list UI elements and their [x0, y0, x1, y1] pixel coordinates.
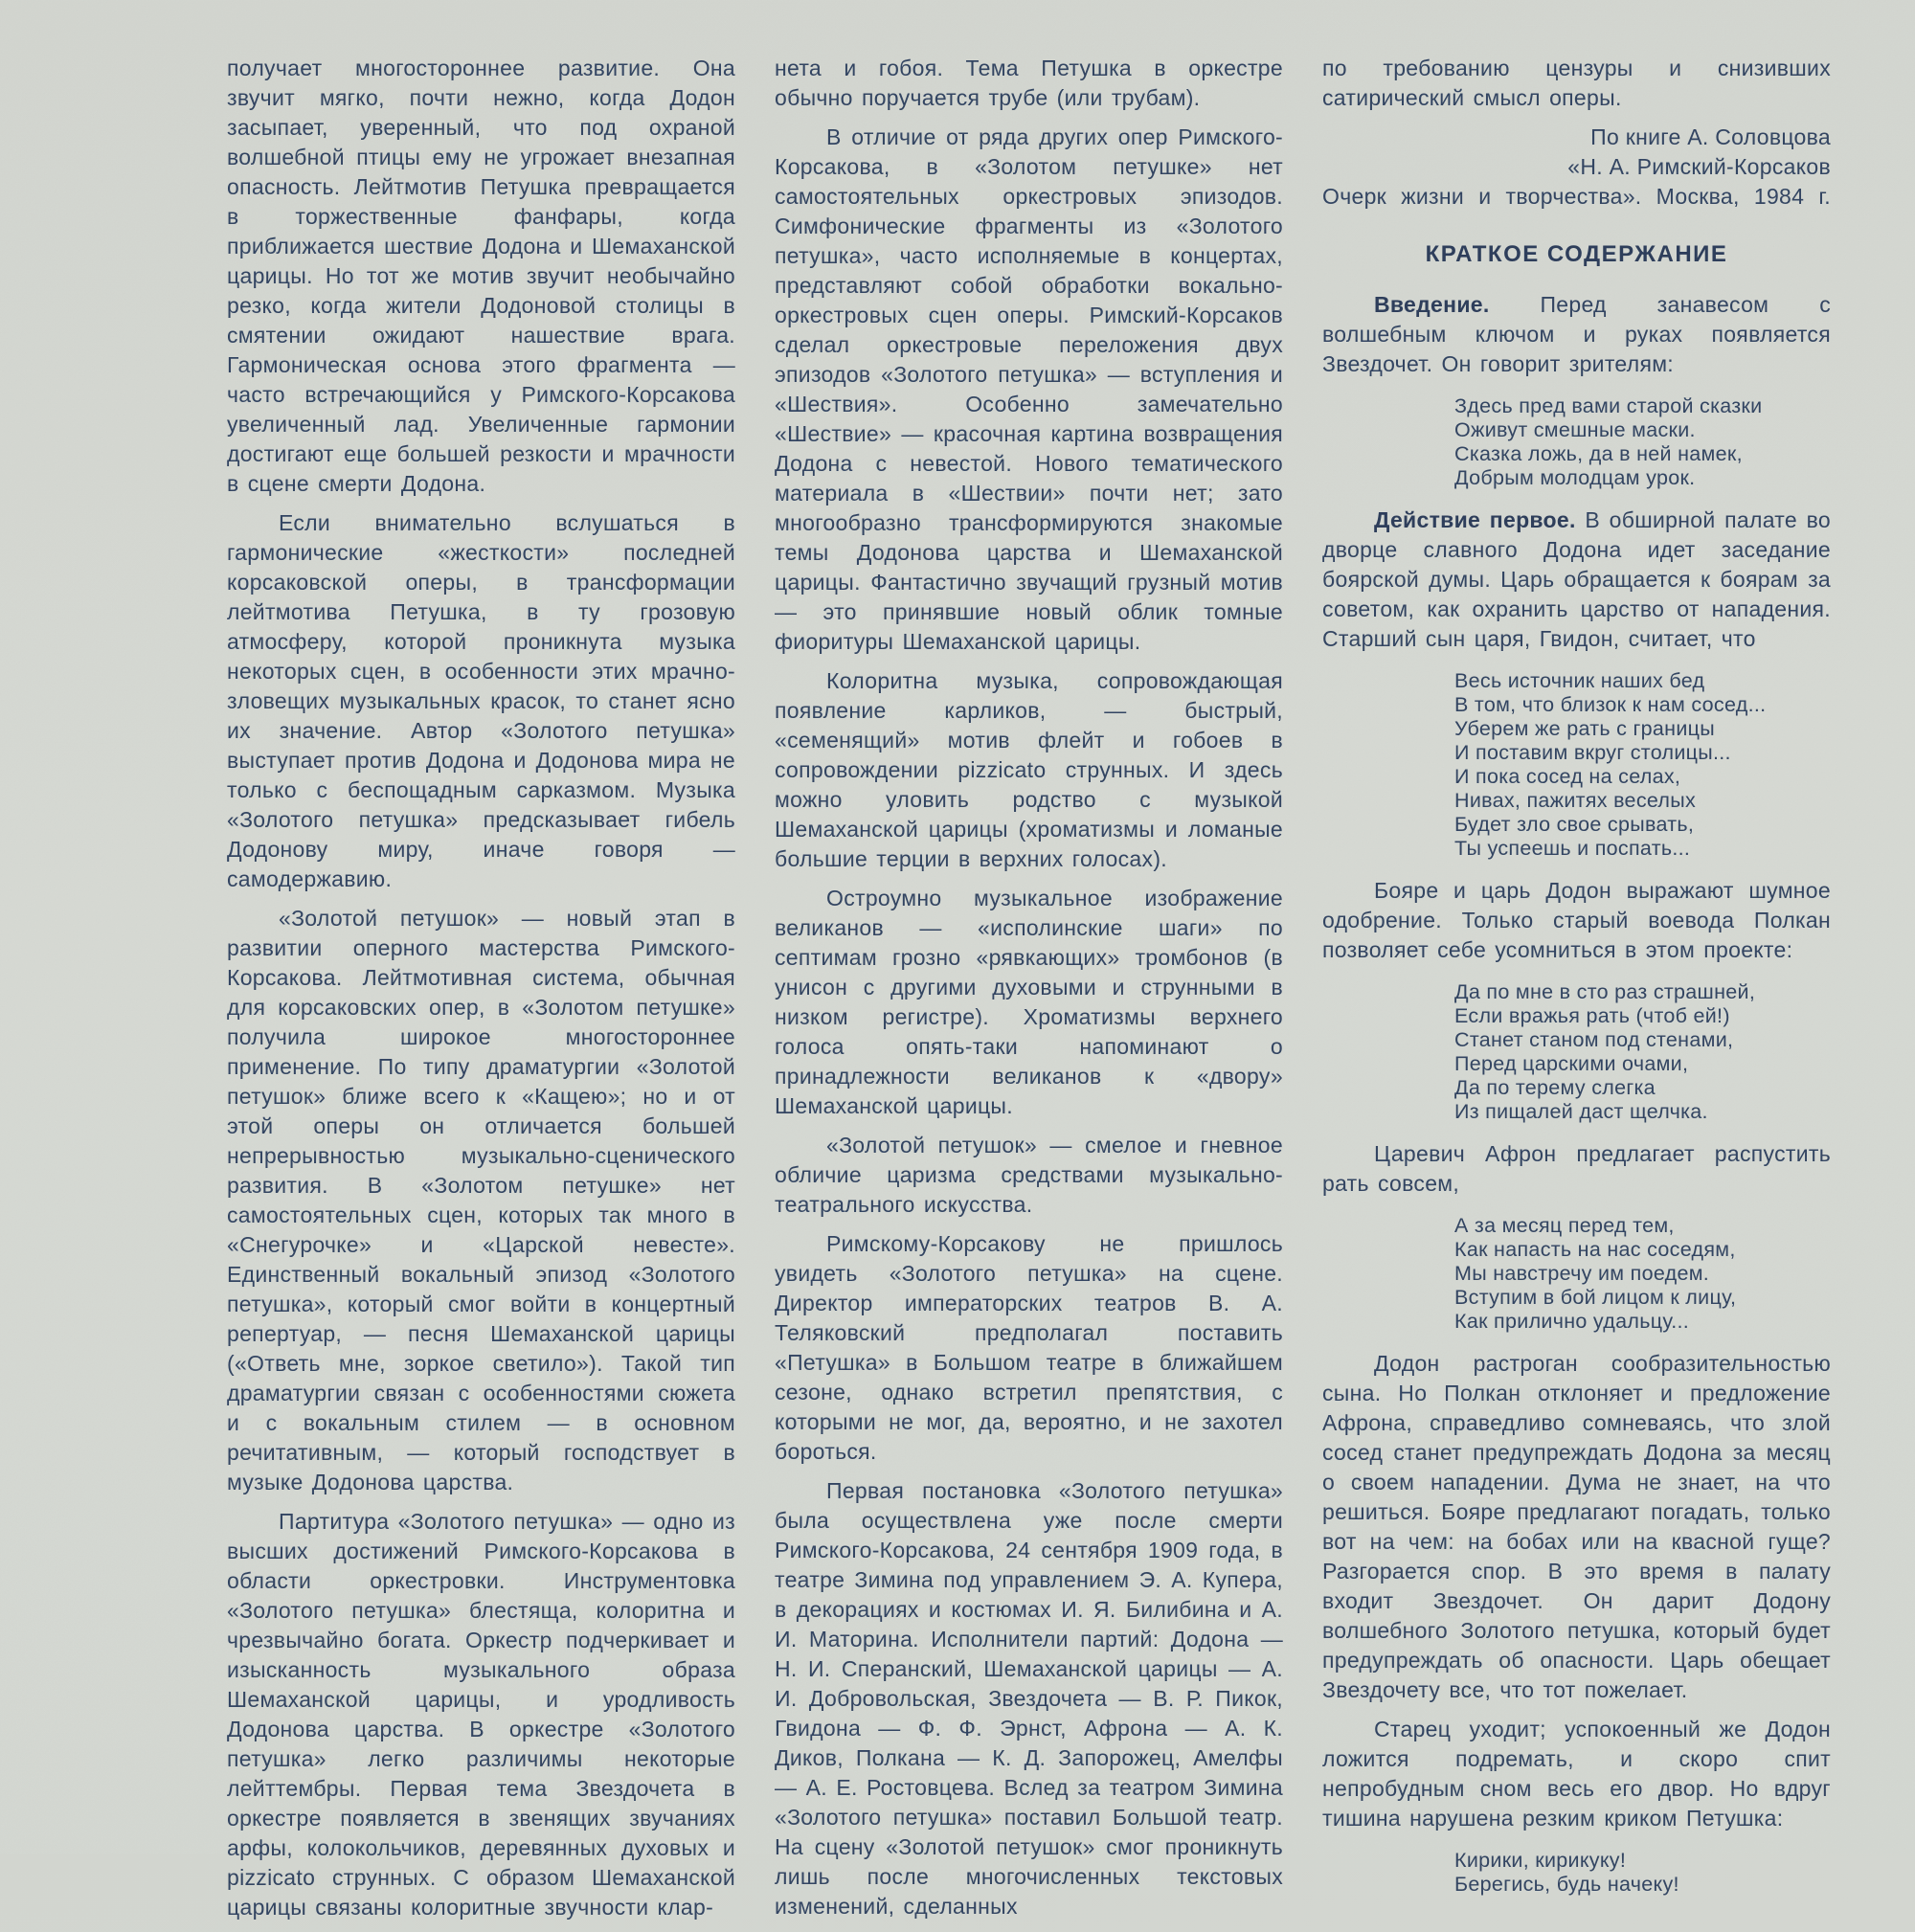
paragraph: Колоритна музыка, сопровождающая появление карликов, — быстрый, «семенящий» мотив флейт и гобоев в сопровождении pizzicato струнных. И здесь можно уловить родство с музыкой Шемаханской царицы (хроматизмы и ломаные большие терции в верхних голосах).: [775, 668, 1283, 871]
liner-notes-text-block: [227, 54, 1831, 1932]
paragraph: Бояре и царь Додон выражают шумное одобрение. Только старый воевода Полкан позволяет себе усомниться в этом проекте:: [1322, 878, 1831, 962]
paragraph: Царевич Афрон предлагает распустить рать совсем,: [1322, 1141, 1831, 1196]
paragraph: Партитура «Золотого петушка» — одно из высших достижений Римского-Корсакова в области оркестровки. Инструментовка «Золотого петушка» блестяща, колоритна и чрезвычайно богата. Оркестр подчеркивает и изысканность музыкального образа Шемаханской царицы, и уродливость Додонова царства. В оркестре «Золотого петушка» легко различимы некоторые лейттембры. Первая тема Звездочета в оркестре появляется в звенящих звучаниях арфы, колокольчиков, деревянных духовых и pizzicato струнных. С образом Шемаханской царицы связаны колоритные звучности клар-: [227, 1509, 735, 1920]
paragraph: Старец уходит; успокоенный же Додон ложится подремать, и скоро спит непробудным сном весь его двор. Но вдруг тишина нарушена резким криком Петушка:: [1322, 1717, 1831, 1831]
paragraph: Действие первое. В обширной палате во дворце славного Додона идет заседание боярской думы. Царь обращается к боярам за советом, как охранить царство от нападения. Старший сын царя, Гвидон, считает, что: [1322, 507, 1831, 651]
text-column-1: [227, 54, 735, 1932]
section-heading: КРАТКОЕ СОДЕРЖАНИЕ: [1425, 241, 1728, 267]
verse-block: Кирики, кирикуку! Берегись, будь начеку!: [1454, 1849, 1679, 1896]
paragraph: «Золотой петушок» — смелое и гневное обличие царизма средствами музыкально-театрального искусства.: [775, 1133, 1283, 1217]
attribution-line: Очерк жизни и творчества». Москва, 1984 г.: [1322, 184, 1831, 209]
text-column-2: [775, 54, 1283, 1932]
paragraph: Первая постановка «Золотого петушка» была осуществлена уже после смерти Римского-Корсакова, 24 сентября 1909 года, в театре Зимина под управлением Э. А. Купера, в декорациях и костюмах И. Я. Билибина и А. И. Маторина. Исполнители партий: Додона — Н. И. Сперанский, Шемаханской царицы — А. И. Добровольская, Звездочета — В. Р. Пикок, Гвидона — Ф. Ф. Эрнст, Афрона — А. К. Диков, Полкана — К. Д. Запорожец, Амелфы — А. Е. Ростовцева. Вслед за театром Зимина «Золотого петушка» поставил Большой театр. На сцену «Золотой петушок» смог проникнуть лишь после многочисленных текстовых изменений, сделанных: [775, 1478, 1283, 1919]
paragraph: Додон растроган сообразительностью сына. Но Полкан отклоняет и предложение Афрона, справедливо сомневаясь, что злой сосед станет предупреждать Додона за месяц о своем нападении. Дума не знает, на что решиться. Бояре предлагают погадать, только вот на чем: на бобах или на квасной гуще? Разгорается спор. В это время в палату входит Звездочет. Он дарит Додону волшебного Золотого петушка, который будет предупреждать об опасности. Царь обещает Звездочету все, что тот пожелает.: [1322, 1351, 1831, 1702]
attribution-line: «Н. А. Римский-Корсаков: [1567, 154, 1831, 179]
paragraph: Если внимательно вслушаться в гармонические «жесткости» последней корсаковской оперы, в трансформации лейтмотива Петушка, в ту грозовую атмосферу, которой проникнута музыка некоторых сцен, в особенности этих мрачно-зловещих музыкальных красок, то станет ясно их значение. Автор «Золотого петушка» выступает против Додона и Додонова мира не только с беспощадным сарказмом. Музыка «Золотого петушка» предсказывает гибель Додонову миру, иначе говоря — самодержавию.: [227, 510, 735, 891]
text-column-3: [1322, 54, 1831, 1932]
paragraph: по требованию цензуры и снизивших сатирический смысл оперы.: [1322, 56, 1831, 110]
paragraph: Введение. Перед занавесом с волшебным ключом и руках появляется Звездочет. Он говорит зрителям:: [1322, 292, 1831, 376]
paragraph: нета и гобоя. Тема Петушка в оркестре обычно поручается трубе (или трубам).: [775, 56, 1283, 110]
paragraph: Остроумно музыкальное изображение великанов — «исполинские шаги» по септимам грозно «рявкающих» тромбонов (в унисон с другими духовыми и струнными в низком регистре). Хроматизмы верхнего голоса опять-таки напоминают о принадлежности великанов к «двору» Шемаханской царицы.: [775, 886, 1283, 1118]
paragraph: «Золотой петушок» — новый этап в развитии оперного мастерства Римского-Корсакова. Лейтмотивная система, обычная для корсаковских опер, в «Золотом петушке» получила широкое многостороннее применение. По типу драматургии «Золотой петушок» ближе всего к «Кащею»; но и от этой оперы он отличается большей непрерывностью музыкально-сценического развития. В «Золотом петушке» нет самостоятельных сцен, которых так много в «Снегурочке» и «Царской невесте». Единственный вокальный эпизод «Золотого петушка», который смог войти в концертный репертуар, — песня Шемаханской царицы («Ответь мне, зоркое светило»). Такой тип драматургии связан с особенностями сюжета и с вокальным стилем — в основном речитативным, — который господствует в музыке Додонова царства.: [227, 906, 735, 1494]
paragraph-lead: Действие первое.: [1374, 507, 1576, 532]
verse-block: Да по мне в сто раз страшней, Если вражья рать (чтоб ей!) Станет станом под стенами, Перед царскими очами, Да по терему слегка Из пищалей даст щелчка.: [1454, 980, 1756, 1123]
verse-block: Здесь пред вами старой сказки Оживут смешные маски. Сказка ложь, да в ней намек, Добрым молодцам урок.: [1454, 394, 1763, 489]
paragraph-lead: Введение.: [1374, 292, 1490, 317]
attribution-line: По книге А. Соловцова: [1590, 124, 1831, 149]
paragraph: получает многостороннее развитие. Она звучит мягко, почти нежно, когда Додон засыпает, уверенный, что под охраной волшебной птицы ему не угрожает внезапная опасность. Лейтмотив Петушка превращается в торжественные фанфары, когда приближается шествие Додона и Шемаханской царицы. Но тот же мотив звучит необычайно резко, когда жители Додоновой столицы в смятении ожидают нашествие врага. Гармоническая основа этого фрагмента — часто встречающийся у Римского-Корсакова увеличенный лад. Увеличенные гармонии достигают еще большей резкости и мрачности в сцене смерти Додона.: [227, 56, 735, 496]
paragraph: Римскому-Корсакову не пришлось увидеть «Золотого петушка» на сцене. Директор императорских театров В. А. Теляковский предполагал поставить «Петушка» в Большом театре в ближайшем сезоне, однако встретил препятствия, с которыми не мог, да, вероятно, и не захотел бороться.: [775, 1231, 1283, 1464]
verse-block: Весь источник наших бед В том, что близок к нам сосед... Уберем же рать с границы И поставим вкруг столицы... И пока сосед на селах, Нивах, пажитях веселых Будет зло свое срывать, Ты успеешь и поспать...: [1454, 669, 1767, 860]
verse-block: А за месяц перед тем, Как напасть на нас соседям, Мы навстречу им поедем. Вступим в бой лицом к лицу, Как прилично удальцу...: [1454, 1214, 1737, 1333]
paragraph: В отличие от ряда других опер Римского-Корсакова, в «Золотом петушке» нет самостоятельных оркестровых эпизодов. Симфонические фрагменты из «Золотого петушка», часто исполняемые в концертах, представляют собой обработки вокально-оркестровых сцен оперы. Римский-Корсаков сделал оркестровые переложения двух эпизодов «Золотого петушка» — вступления и «Шествия». Особенно замечательно «Шествие» — красочная картина возвращения Додона с невестой. Нового тематического материала в «Шествии» почти нет; зато многообразно трансформируются знакомые темы Додонова царства и Шемаханской царицы. Фантастично звучащий грузный мотив — это принявшие новый облик томные фиоритуры Шемаханской царицы.: [775, 124, 1283, 654]
